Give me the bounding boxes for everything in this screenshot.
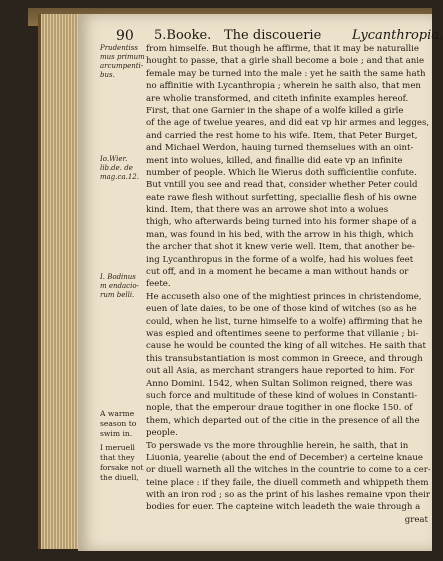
text-line: female may be turned into the male : yet he saith the same hath xyxy=(146,68,426,79)
text-line: was espied and oftentimes seene to performe that villanie ; bi- xyxy=(146,328,419,339)
text-line: teine place : if they faile, the diuell commeth and whippeth them xyxy=(146,477,429,488)
text-line: no affinitie with Lycanthropia ; wherein he saith also, that men xyxy=(146,81,421,92)
text-line: such force and multitude of these kind of wolues in Constanti- xyxy=(146,390,418,401)
text-line: eate rawe flesh without surfetting, speciallie flesh of his owne xyxy=(146,192,417,203)
text-line: First, that one Garnier in the shape of a wolfe killed a girle xyxy=(146,105,404,116)
margin-note-line: the diuell, xyxy=(100,473,139,482)
margin-note-line: rum belli. xyxy=(100,291,135,299)
text-line: ment into wolues, killed, and finallie did eate vp an infinite xyxy=(146,155,403,166)
margin-note-line: swim in. xyxy=(100,429,133,438)
margin-note-line: m endacio- xyxy=(100,282,139,290)
text-line: and carried the rest home to his wife. Item, that Peter Burget, xyxy=(146,130,418,141)
margin-note xyxy=(100,155,144,182)
text-line: kind. Item, that there was an arrowe shot into a wolues xyxy=(146,205,389,216)
text-line: man, was found in his bed, with the arrow in his thigh, which xyxy=(146,229,414,240)
margin-note-line: season to xyxy=(100,419,137,428)
text-line: feete. xyxy=(146,279,171,290)
text-line: cause he would be counted the king of all witches. He saith that xyxy=(146,341,426,352)
margin-note-line: mus primum xyxy=(100,53,145,61)
page-edges xyxy=(38,14,83,549)
text-line: bodies for euer. The capteine witch leadeth the waie through a xyxy=(146,502,421,513)
text-line: the archer that shot it knew verie well. Item, that another be- xyxy=(146,242,415,253)
margin-note-line: arcumpenti- xyxy=(100,62,144,70)
margin-note xyxy=(100,443,144,483)
margin-note-line: that they xyxy=(100,453,135,462)
margin-note-line: lib.de. de xyxy=(100,164,133,172)
text-line: are wholie transformed, and citeth infinite examples hereof. xyxy=(146,93,409,104)
margin-note-line: forsake not xyxy=(100,463,144,472)
text-line: great xyxy=(404,514,428,525)
text-line: hought to passe, that a girle shall become a boie ; and that anie xyxy=(146,56,425,67)
text-line: out all Asia, as merchant strangers haue reported to him. For xyxy=(146,366,415,377)
text-line: He accuseth also one of the mightiest princes in christendome, xyxy=(146,291,422,302)
text-line: of the age of twelue yeares, and did eat vp hir armes and legges, xyxy=(146,118,430,129)
margin-note-line: I meruell xyxy=(100,443,135,452)
text-line: number of people. Which lie Wierus doth sufficientlie confute. xyxy=(146,167,417,178)
text-line: this transubstantiation is most common in Greece, and through xyxy=(146,353,423,364)
margin-note-line: mag.ca.12. xyxy=(100,173,139,181)
text-line: or diuell warneth all the witches in the countrie to come to a cer- xyxy=(146,465,431,476)
text-line: But vntill you see and read that, consider whether Peter could xyxy=(146,180,418,191)
margin-note xyxy=(100,44,144,80)
text-line: them, which departed out of the citie in the presence of all the xyxy=(146,415,420,426)
text-line: cut off, and in a moment he became a man without hands or xyxy=(146,267,409,278)
text-line: and Michael Werdon, hauing turned themselues with an oint- xyxy=(146,143,414,154)
page-number: 90 xyxy=(116,28,134,44)
text-line: from himselfe. But though he affirme, that it may be naturallie xyxy=(146,44,420,54)
text-line: nople, that the emperour draue togither in one flocke 150. of xyxy=(146,403,413,414)
text-line: Anno Domini. 1542, when Sultan Solimon reigned, there was xyxy=(146,378,413,389)
margin-note-line: A warme xyxy=(100,409,135,418)
text-line: thigh, who afterwards being turned into his former shape of a xyxy=(146,217,417,228)
text-line: people. xyxy=(146,428,178,439)
body-text xyxy=(146,43,431,526)
margin-note-line: Prudentiss xyxy=(100,44,138,52)
book-label: 5.Booke. xyxy=(154,28,212,43)
text-line: ing Lycanthropus in the forme of a wolfe, had his wolues feet xyxy=(146,254,414,265)
margin-note-line: Io.Wier. xyxy=(100,155,128,163)
text-line: with an iron rod ; so as the print of his lashes remaine vpon their xyxy=(146,490,430,501)
running-title: Lycanthropia. xyxy=(352,28,443,43)
margin-note-line: I. Bodinus xyxy=(100,273,136,281)
margin-note xyxy=(100,273,144,300)
text-line: Liuonia, yearelie (about the end of December) a certeine knaue xyxy=(146,452,424,463)
text-line: could, when he list, turne himselfe to a wolfe) affirming that he xyxy=(146,316,423,327)
header-title: The discouerie xyxy=(224,28,322,43)
text-line: To perswade vs the more throughlie herein, he saith, that in xyxy=(146,440,409,451)
margin-note xyxy=(100,409,144,439)
margin-note-line: bus. xyxy=(100,71,115,79)
text-line: euen of late daies, to be one of those kind of witches (so as he xyxy=(146,304,417,315)
